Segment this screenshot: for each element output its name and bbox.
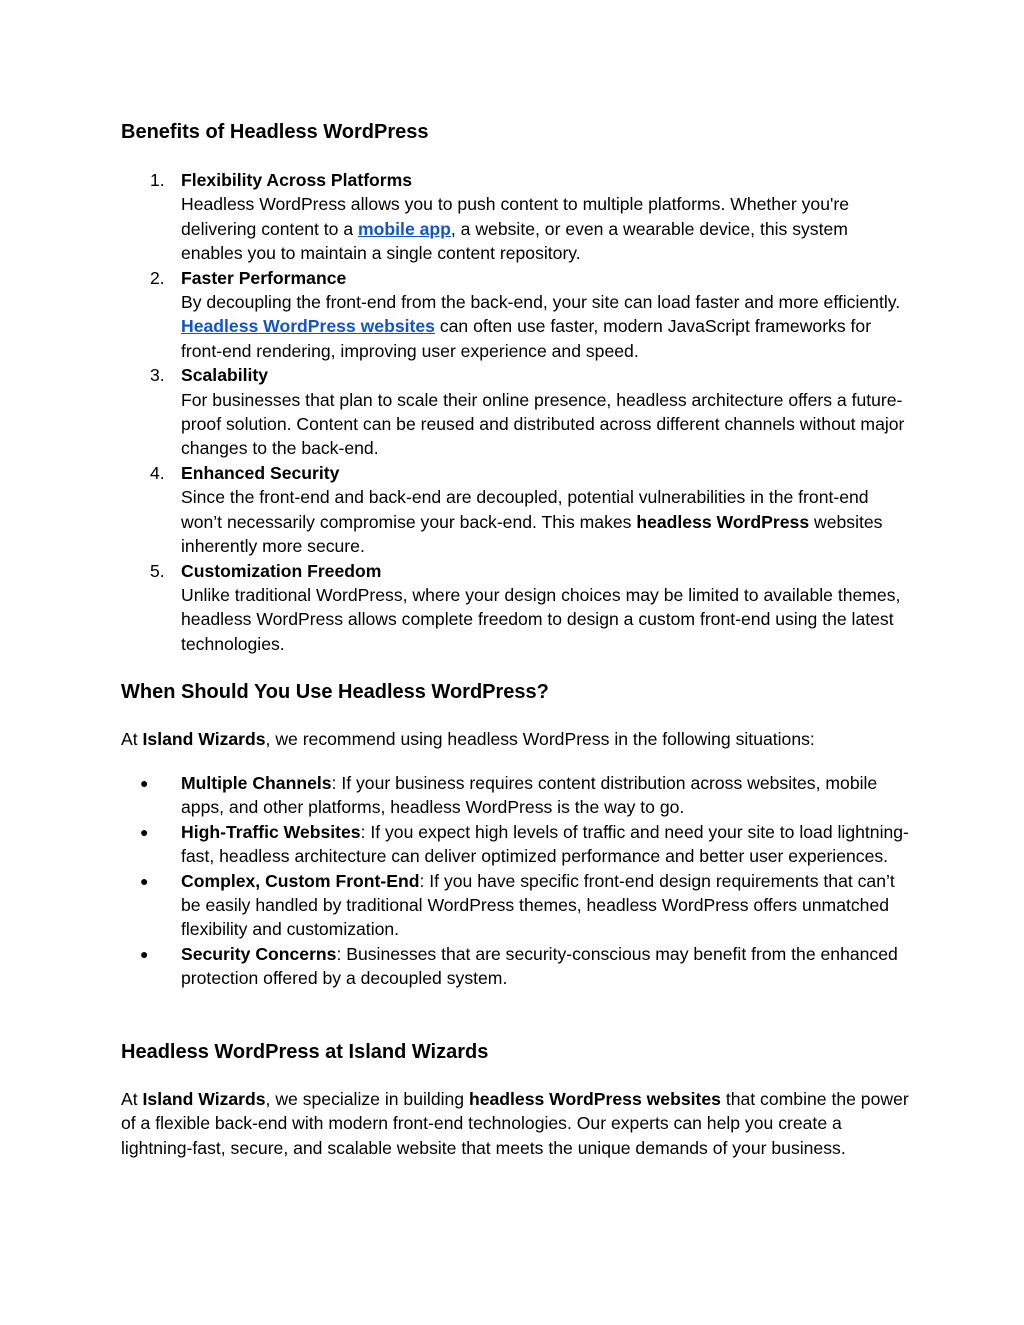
- item-text: Headless WordPress allows you to push content to multiple platforms. Whether you're delivering content to a mobile app, a website, or even a wearable device, this system enables you to maintain a single content repository.: [181, 194, 849, 264]
- mobile-app-link[interactable]: mobile app: [358, 218, 451, 239]
- list-item: [121, 771, 911, 820]
- item-text: : If your business requires content distribution across websites, mobile apps, and other platforms, headless WordPress is the way to go.: [181, 773, 878, 818]
- list-item: [121, 168, 911, 266]
- bullet: ●: [140, 945, 149, 962]
- item-title: Security Concerns: [181, 943, 337, 964]
- list-item: [121, 266, 911, 364]
- headless-wordpress-websites-link[interactable]: Headless WordPress websites: [181, 316, 435, 337]
- heading-island: Headless WordPress at Island Wizards: [121, 1041, 489, 1063]
- item-title: Flexibility Across Platforms: [181, 170, 413, 190]
- item-title: Multiple Channels: [181, 773, 332, 793]
- item-text: By decoupling the front-end from the back-end, your site can load faster and more efficiently. Headless WordPress websites can often use faster, modern JavaScript frameworks for front-end rendering, improving user experience and speed.: [181, 292, 901, 361]
- list-number: 5.: [150, 560, 165, 581]
- heading-benefits: Benefits of Headless WordPress: [121, 121, 429, 143]
- item-title: Customization Freedom: [181, 560, 382, 581]
- when-list: [121, 771, 911, 991]
- list-item: [121, 869, 911, 942]
- list-number: 3.: [150, 365, 165, 386]
- item-title: High-Traffic Websites: [181, 821, 361, 842]
- list-number: 1.: [150, 170, 165, 190]
- list-item: [121, 820, 911, 869]
- list-item: [121, 363, 911, 461]
- island-paragraph: At Island Wizards, we specialize in building headless WordPress websites that combine the power of a flexible back-end with modern front-end technologies. Our experts can help you create a lightning-fast, secure, and scalable website that meets the unique demands of your business.: [121, 1089, 909, 1158]
- item-title: Complex, Custom Front-End: [181, 870, 420, 891]
- item-title: Enhanced Security: [181, 462, 340, 483]
- list-number: 2.: [150, 267, 165, 288]
- bullet: ●: [140, 872, 149, 889]
- when-intro: At Island Wizards, we recommend using headless WordPress in the following situations:: [121, 729, 815, 749]
- bullet: ●: [140, 823, 149, 840]
- item-text: : If you have specific front-end design requirements that can’t be easily handled by traditional WordPress themes, headless WordPress offers unmatched flexibility and customization.: [181, 870, 895, 940]
- item-text: : If you expect high levels of traffic and need your site to load lightning-fast, headless architecture can deliver optimized performance and better user experiences.: [181, 821, 909, 867]
- item-text: For businesses that plan to scale their online presence, headless architecture offers a future-proof solution. Content can be reused and distributed across different channels without major changes to the back-end.: [181, 389, 905, 459]
- list-item: [121, 942, 911, 991]
- item-text: Since the front-end and back-end are decoupled, potential vulnerabilities in the front-end won’t necessarily compromise your back-end. This makes headless WordPress websites inherently more secure.: [181, 487, 883, 557]
- list-item: [121, 559, 911, 657]
- item-text: : Businesses that are security-conscious may benefit from the enhanced protection offered by a decoupled system.: [181, 943, 898, 989]
- heading-when: When Should You Use Headless WordPress?: [121, 681, 549, 703]
- bullet: ●: [140, 775, 149, 791]
- benefits-list: [121, 168, 911, 656]
- item-title: Faster Performance: [181, 267, 347, 288]
- item-title: Scalability: [181, 365, 269, 386]
- list-number: 4.: [150, 462, 165, 483]
- item-text: Unlike traditional WordPress, where your design choices may be limited to available themes, headless WordPress allows complete freedom to design a custom front-end using the latest technologies.: [181, 584, 901, 654]
- list-item: [121, 461, 911, 559]
